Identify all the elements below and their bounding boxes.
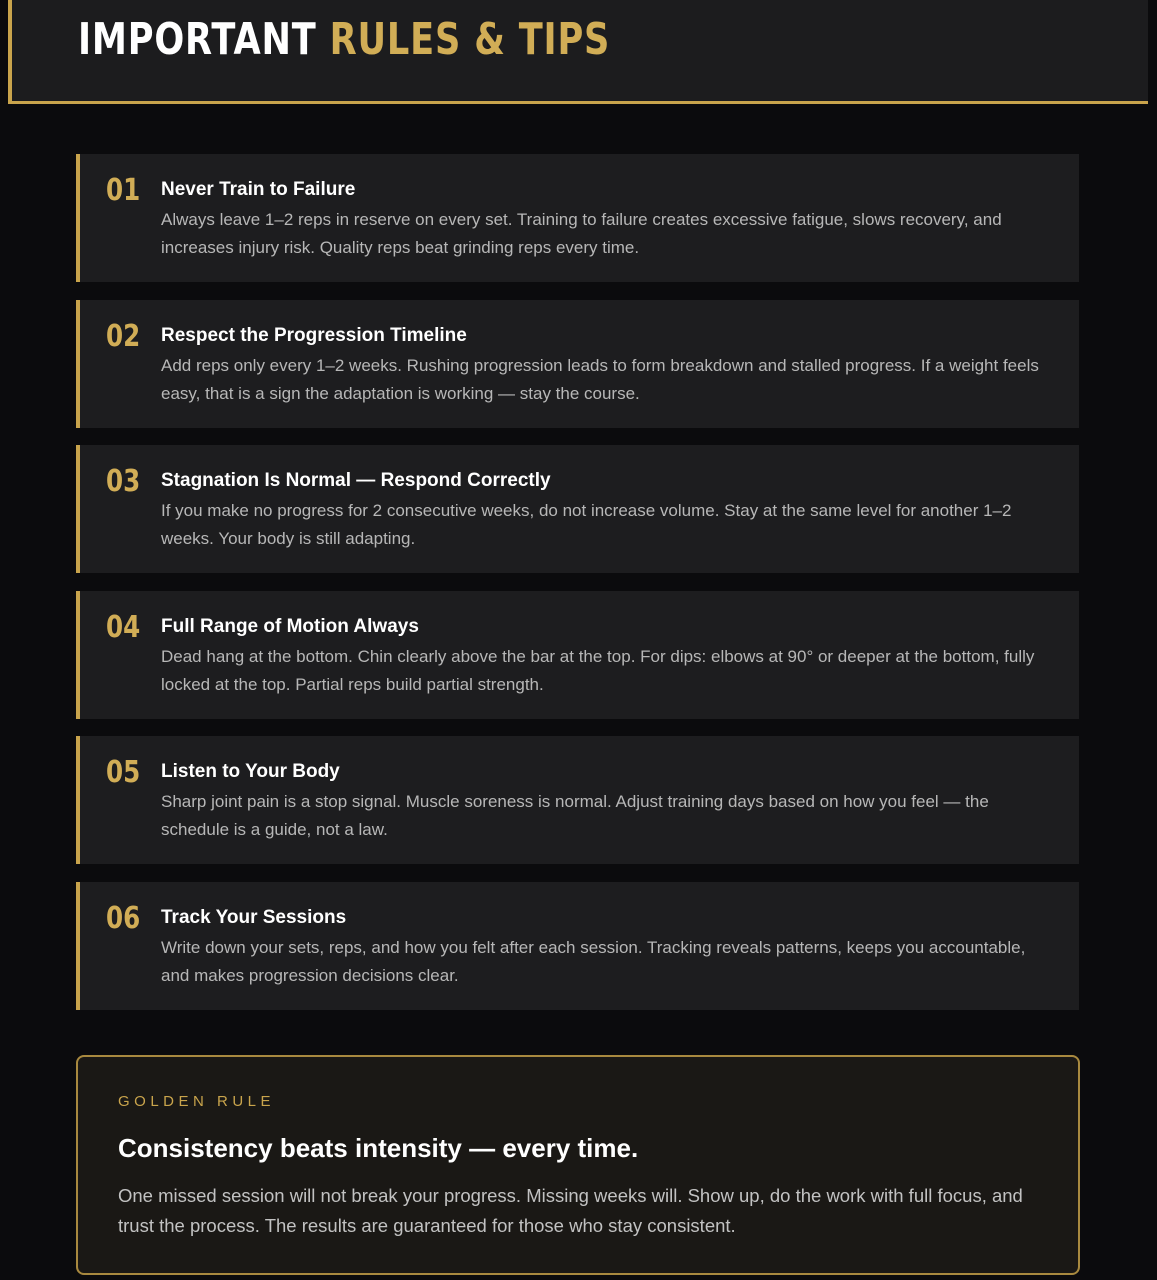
rule-description: Write down your sets, reps, and how you felt after each session. Tracking reveals patterns, keeps you accountable, and makes progression decisions clear. xyxy=(161,937,1026,985)
rule-description: Always leave 1–2 reps in reserve on every set. Training to failure creates excessive fatigue, slows recovery, and increases injury risk. Quality reps beat grinding reps every time. xyxy=(161,210,1002,257)
golden-rule-headline: Consistency beats intensity — every time. xyxy=(118,1133,639,1163)
title-part-gold: RULES & TIPS xyxy=(329,14,611,65)
rule-description: If you make no progress for 2 consecutive weeks, do not increase volume. Stay at the same level for another 1–2 weeks. Your body is still adapting. xyxy=(161,501,1012,549)
rule-title: Never Train to Failure xyxy=(161,179,356,200)
rule-number: 05 xyxy=(106,755,141,791)
rules-list xyxy=(76,154,1079,1028)
rule-title: Listen to Your Body xyxy=(161,761,340,783)
rule-number: 03 xyxy=(106,464,141,500)
rule-title: Track Your Sessions xyxy=(161,906,347,928)
rule-description: Dead hang at the bottom. Chin clearly above the bar at the top. For dips: elbows at 90° or deeper at the bottom, fully locked at the top. Partial reps build partial strength. xyxy=(161,646,1035,694)
golden-rule-text: One missed session will not break your progress. Missing weeks will. Show up, do the work with full focus, and trust the process. The results are guaranteed for those who stay consistent. xyxy=(118,1185,1023,1236)
page-title xyxy=(78,10,610,70)
rule-title: Respect the Progression Timeline xyxy=(161,324,467,346)
rule-title: Stagnation Is Normal — Respond Correctly xyxy=(161,470,551,492)
rule-number: 06 xyxy=(106,900,141,936)
golden-rule-label: GOLDEN RULE xyxy=(118,1093,276,1110)
rule-number: 04 xyxy=(106,609,141,645)
rule-description: Add reps only every 1–2 weeks. Rushing progression leads to form breakdown and stalled progress. If a weight feels easy, that is a sign the adaptation is working — stay the course. xyxy=(161,355,1039,403)
rule-description: Sharp joint pain is a stop signal. Muscle soreness is normal. Adjust training days based on how you feel — the schedule is a guide, not a law. xyxy=(161,792,989,840)
rule-card xyxy=(76,736,1079,864)
golden-rule-callout xyxy=(76,1055,1080,1275)
rule-card xyxy=(76,591,1079,719)
rule-card xyxy=(76,882,1079,1010)
rule-card xyxy=(76,445,1079,573)
rule-title: Full Range of Motion Always xyxy=(161,615,419,637)
rule-number: 01 xyxy=(106,173,141,208)
rule-card xyxy=(76,154,1079,282)
rule-card xyxy=(76,300,1079,428)
section-header xyxy=(8,0,1148,104)
rule-number: 02 xyxy=(106,318,141,354)
title-part-white: IMPORTANT xyxy=(78,14,317,65)
